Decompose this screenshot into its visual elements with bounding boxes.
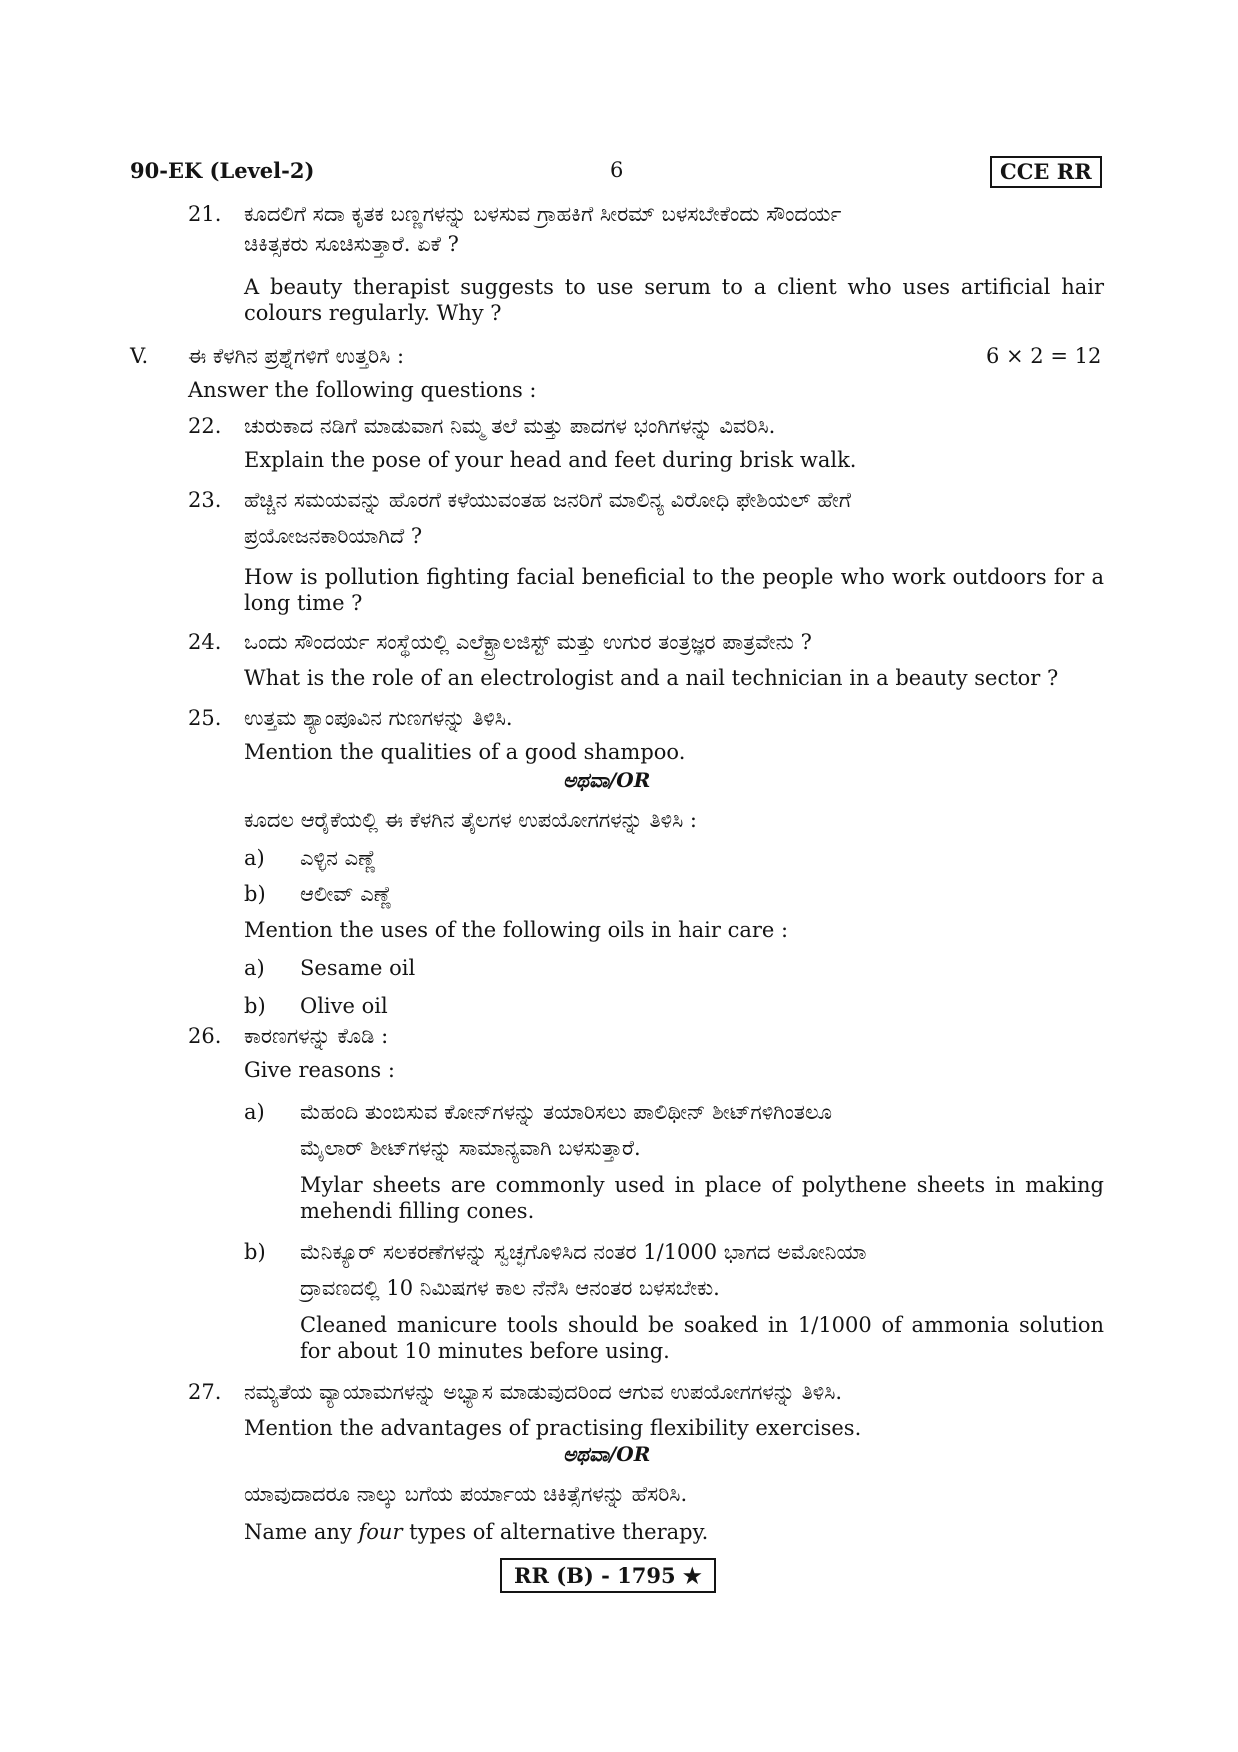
- question-25-english: Mention the qualities of a good shampoo.: [244, 740, 686, 764]
- question-21-english: A beauty therapist suggests to use serum to a client who uses artificial hair colours regularly. Why ?: [244, 275, 1104, 325]
- footer-code-box: RR (B) - 1795 ★: [500, 1558, 716, 1593]
- question-24-english: What is the role of an electrologist and a nail technician in a beauty sector ?: [244, 666, 1059, 690]
- question-26-part-b-label: b): [244, 1240, 266, 1264]
- question-21-number: 21.: [188, 202, 222, 226]
- question-26-part-b-kannada-line2: ದ್ರಾವಣದಲ್ಲಿ 10 ನಿಮಿಷಗಳ ಕಾಲ ನೆನೆಸಿ ಆನಂತರ ಬಳಸಬೇಕು.: [300, 1276, 720, 1300]
- question-25-alt-english: Mention the uses of the following oils in hair care :: [244, 918, 789, 942]
- paper-code: 90-EK (Level-2): [130, 158, 315, 183]
- question-27-number: 27.: [188, 1380, 222, 1404]
- question-25-alt-kannada-item-a-label: a): [244, 846, 265, 870]
- question-25-alt-english-item-a-label: a): [244, 956, 265, 980]
- question-26-part-b-english: Cleaned manicure tools should be soaked in 1/1000 of ammonia solution for about 10 minutes before using.: [300, 1313, 1104, 1363]
- section-roman-numeral: V.: [130, 344, 149, 368]
- question-26-part-a-english: Mylar sheets are commonly used in place of polythene sheets in making mehendi filling cones.: [300, 1173, 1104, 1223]
- question-23-kannada-line2: ಪ್ರಯೋಜನಕಾರಿಯಾಗಿದೆ ?: [244, 524, 423, 548]
- question-26-number: 26.: [188, 1024, 222, 1048]
- question-25-alt-english-item-a: Sesame oil: [300, 956, 416, 980]
- question-27-kannada: ನಮ್ಯತೆಯ ವ್ಯಾಯಾಮಗಳನ್ನು ಅಭ್ಯಾಸ ಮಾಡುವುದರಿಂದ ಆಗುವ ಉಪಯೋಗಗಳನ್ನು ತಿಳಿಸಿ.: [244, 1380, 843, 1404]
- question-25-or-separator: ಅಥವಾ/OR: [563, 768, 651, 792]
- question-26-kannada: ಕಾರಣಗಳನ್ನು ಕೊಡಿ :: [244, 1024, 389, 1048]
- question-26-part-a-kannada-line2: ಮೈಲಾರ್ ಶೀಟ್‌ಗಳನ್ನು ಸಾಮಾನ್ಯವಾಗಿ ಬಳಸುತ್ತಾರೆ.: [300, 1136, 641, 1160]
- question-24-number: 24.: [188, 630, 222, 654]
- question-23-kannada-line1: ಹೆಚ್ಚಿನ ಸಮಯವನ್ನು ಹೊರಗೆ ಕಳೆಯುವಂತಹ ಜನರಿಗೆ ಮಾಲಿನ್ಯ ವಿರೋಧಿ ಫೇಶಿಯಲ್ ಹೇಗೆ: [244, 488, 852, 512]
- question-21-kannada-line1: ಕೂದಲಿಗೆ ಸದಾ ಕೃತಕ ಬಣ್ಣಗಳನ್ನು ಬಳಸುವ ಗ್ರಾಹಕಿಗೆ ಸೀರಮ್ ಬಳಸಬೇಕೆಂದು ಸೌಂದರ್ಯ: [244, 202, 842, 226]
- question-27-english: Mention the advantages of practising flexibility exercises.: [244, 1416, 862, 1440]
- question-25-alt-kannada: ಕೂದಲ ಆರೈಕೆಯಲ್ಲಿ ಈ ಕೆಳಗಿನ ತೈಲಗಳ ಉಪಯೋಗಗಳನ್ನು ತಿಳಿಸಿ :: [244, 808, 698, 832]
- question-26-part-a-kannada-line1: ಮೆಹಂದಿ ತುಂಬಿಸುವ ಕೋನ್‌ಗಳನ್ನು ತಯಾರಿಸಲು ಪಾಲಿಥೀನ್ ಶೀಟ್‌ಗಳಿಗಿಂತಲೂ: [300, 1100, 833, 1124]
- question-27-or-separator: ಅಥವಾ/OR: [563, 1442, 651, 1466]
- section-instruction-english: Answer the following questions :: [188, 378, 537, 402]
- section-marks: 6 × 2 = 12: [986, 344, 1102, 368]
- question-24-kannada: ಒಂದು ಸೌಂದರ್ಯ ಸಂಸ್ಥೆಯಲ್ಲಿ ಎಲೆಕ್ಟ್ರಾಲಜಿಸ್ಟ್ ಮತ್ತು ಉಗುರ ತಂತ್ರಜ್ಞರ ಪಾತ್ರವೇನು ?: [244, 630, 812, 654]
- question-26-part-a-label: a): [244, 1100, 265, 1124]
- question-27-alt-english-pre: Name any: [244, 1520, 359, 1544]
- question-27-alt-english: [244, 1520, 708, 1544]
- question-22-english: Explain the pose of your head and feet during brisk walk.: [244, 448, 857, 472]
- question-25-alt-kannada-item-a: ಎಳ್ಳಿನ ಎಣ್ಣೆ: [300, 846, 377, 870]
- question-22-number: 22.: [188, 414, 222, 438]
- question-22-kannada: ಚುರುಕಾದ ನಡಿಗೆ ಮಾಡುವಾಗ ನಿಮ್ಮ ತಲೆ ಮತ್ತು ಪಾದಗಳ ಭಂಗಿಗಳನ್ನು ವಿವರಿಸಿ.: [244, 414, 776, 438]
- question-26-part-b-kannada-line1: ಮೆನಿಕ್ಯೂರ್ ಸಲಕರಣೆಗಳನ್ನು ಸ್ವಚ್ಛಗೊಳಿಸಿದ ನಂತರ 1/1000 ಭಾಗದ ಅಮೋನಿಯಾ: [300, 1240, 867, 1264]
- question-27-alt-english-emphasis: four: [358, 1520, 403, 1544]
- question-25-alt-kannada-item-b: ಆಲೀವ್ ಎಣ್ಣೆ: [300, 882, 392, 906]
- question-27-alt-kannada: ಯಾವುದಾದರೂ ನಾಲ್ಕು ಬಗೆಯ ಪರ್ಯಾಯ ಚಿಕಿತ್ಸೆಗಳನ್ನು ಹೆಸರಿಸಿ.: [244, 1482, 688, 1506]
- question-23-number: 23.: [188, 488, 222, 512]
- question-23-english: How is pollution fighting facial beneficial to the people who work outdoors for a long time ?: [244, 565, 1104, 615]
- question-25-alt-english-item-b: Olive oil: [300, 994, 388, 1018]
- series-badge: CCE RR: [990, 156, 1102, 188]
- question-25-number: 25.: [188, 706, 222, 730]
- question-27-alt-english-post: types of alternative therapy.: [402, 1520, 709, 1544]
- question-25-kannada: ಉತ್ತಮ ಶ್ಯಾಂಪೂವಿನ ಗುಣಗಳನ್ನು ತಿಳಿಸಿ.: [244, 706, 513, 730]
- page-number: 6: [610, 158, 624, 182]
- question-21-kannada-line2: ಚಿಕಿತ್ಸಕರು ಸೂಚಿಸುತ್ತಾರೆ. ಏಕೆ ?: [244, 232, 459, 256]
- question-25-alt-english-item-b-label: b): [244, 994, 266, 1018]
- question-26-english: Give reasons :: [244, 1058, 395, 1082]
- section-instruction-kannada: ಈ ಕೆಳಗಿನ ಪ್ರಶ್ನೆಗಳಿಗೆ ಉತ್ತರಿಸಿ :: [188, 344, 405, 368]
- question-25-alt-kannada-item-b-label: b): [244, 882, 266, 906]
